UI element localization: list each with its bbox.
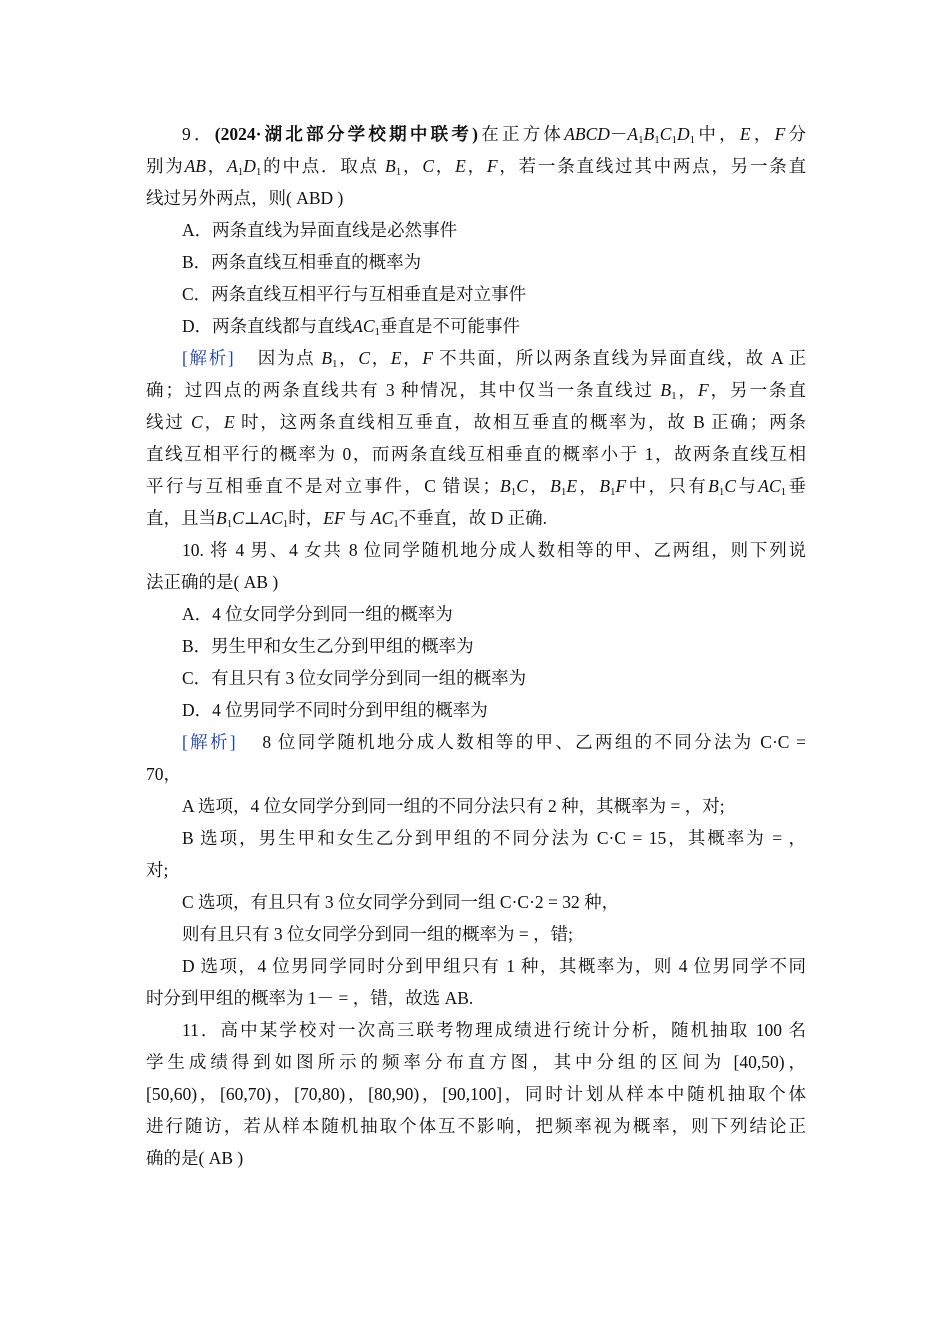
q11-stem-line-2: 学生成绩得到如图所示的频率分布直方图，其中分组的区间为 [40,50)， <box>146 1052 806 1072</box>
q9-stem-line-2: 别为AB，$A_1D_1$的中点．取点 $B_1$，C，E，F，若一条直线过其中两点，另一条直 <box>146 156 807 178</box>
q11-stem-line-5: 确的是( AB ) <box>146 1148 244 1168</box>
q10-analysis-line-7: 则有且只有 3 位女同学分到同一组的概率为 = ，错; <box>182 924 573 944</box>
q10-stem-line-1: 10. 将 4 男、4 女共 8 位同学随机地分成人数相等的甲、乙两组，则下列说 <box>182 540 806 560</box>
q10-analysis-line-8: D 选项，4 位男同学同时分到甲组只有 1 种，其概率为，则 4 位男同学不同 <box>182 956 806 976</box>
q10-stem-line-2: 法正确的是( AB ) <box>146 572 279 592</box>
q9-source: (2024·湖北部分学校期中联考) <box>214 124 478 144</box>
q9-analysis-line-6: 直，且当$B_1C\perp AC_1$时，EF 与 $AC_1$不垂直，故 D 正确. <box>146 508 548 530</box>
q9-option-d: D．两条直线都与直线$AC_1$垂直是不可能事件 <box>182 316 521 338</box>
q9-number: 9． <box>182 124 215 144</box>
q10-analysis-line-9: 时分到甲组的概率为 1－ = ，错，故选 AB. <box>146 988 474 1008</box>
q9-option-b: B．两条直线互相垂直的概率为 <box>182 252 422 272</box>
analysis-tag: [解析] <box>182 732 236 752</box>
q9-analysis-line-2: 确；过四点的两条直线共有 3 种情况，其中仅当一条直线过 $B_1$，F，另一条直 <box>146 380 807 402</box>
q9-analysis-line-1: [解析] 因为点 $B_1$，C，E，F 不共面，所以两条直线为异面直线，故 A 正 <box>182 348 807 370</box>
q10-option-c: C．有且只有 3 位女同学分到同一组的概率为 <box>182 668 527 688</box>
q9-option-c: C．两条直线互相平行与互相垂直是对立事件 <box>182 284 527 304</box>
q9-stem-line-1: 9．(2024·湖北部分学校期中联考)在正方体$ABCD-A_1B_1C_1D_1$中，E，F分 <box>182 124 807 146</box>
q10-option-d: D．4 位男同学不同时分到甲组的概率为 <box>182 700 488 720</box>
q9-stem-line-3: 线过另外两点，则( ABD ) <box>146 188 344 208</box>
q10-analysis-line-5: 对; <box>146 860 169 880</box>
q9-analysis-line-4: 直线互相平行的概率为 0，而两条直线互相垂直的概率小于 1，故两条直线互相 <box>146 444 806 464</box>
q10-analysis-line-6: C 选项，有且只有 3 位女同学分到同一组 C·C·2 = 32 种， <box>182 892 620 912</box>
q9-analysis-line-5: 平行与互相垂直不是对立事件，C 错误；$B_1C$，$B_1E$，$B_1F$中，只有$B_1C$与$AC_1$垂 <box>146 476 807 498</box>
q10-option-b: B．男生甲和女生乙分到甲组的概率为 <box>182 636 474 656</box>
q11-stem-line-1: 11．高中某学校对一次高三联考物理成绩进行统计分析，随机抽取 100 名 <box>182 1020 806 1040</box>
q11-stem-line-3: [50,60)，[60,70)，[70,80)，[80,90)，[90,100]，同时计划从样本中随机抽取个体 <box>146 1084 806 1104</box>
q11-stem-line-4: 进行随访，若从样本随机抽取个体互不影响，把频率视为概率，则下列结论正 <box>146 1116 806 1136</box>
q10-option-a: A．4 位女同学分到同一组的概率为 <box>182 604 453 624</box>
q10-analysis-line-3: A 选项，4 位女同学分到同一组的不同分法只有 2 种，其概率为 = ，对; <box>182 796 725 816</box>
q10-analysis-line-2: 70， <box>146 764 181 784</box>
q9-analysis-line-3: 线过 C，E 时，这两条直线相互垂直，故相互垂直的概率为，故 B 正确；两条 <box>146 412 807 432</box>
q9-option-a: A．两条直线为异面直线是必然事件 <box>182 220 458 240</box>
analysis-tag: [解析] <box>182 348 234 368</box>
q10-analysis-line-1: [解析] 8 位同学随机地分成人数相等的甲、乙两组的不同分法为 C·C = <box>182 732 807 752</box>
q10-analysis-line-4: B 选项，男生甲和女生乙分到甲组的不同分法为 C·C = 15，其概率为 = ， <box>182 828 806 848</box>
